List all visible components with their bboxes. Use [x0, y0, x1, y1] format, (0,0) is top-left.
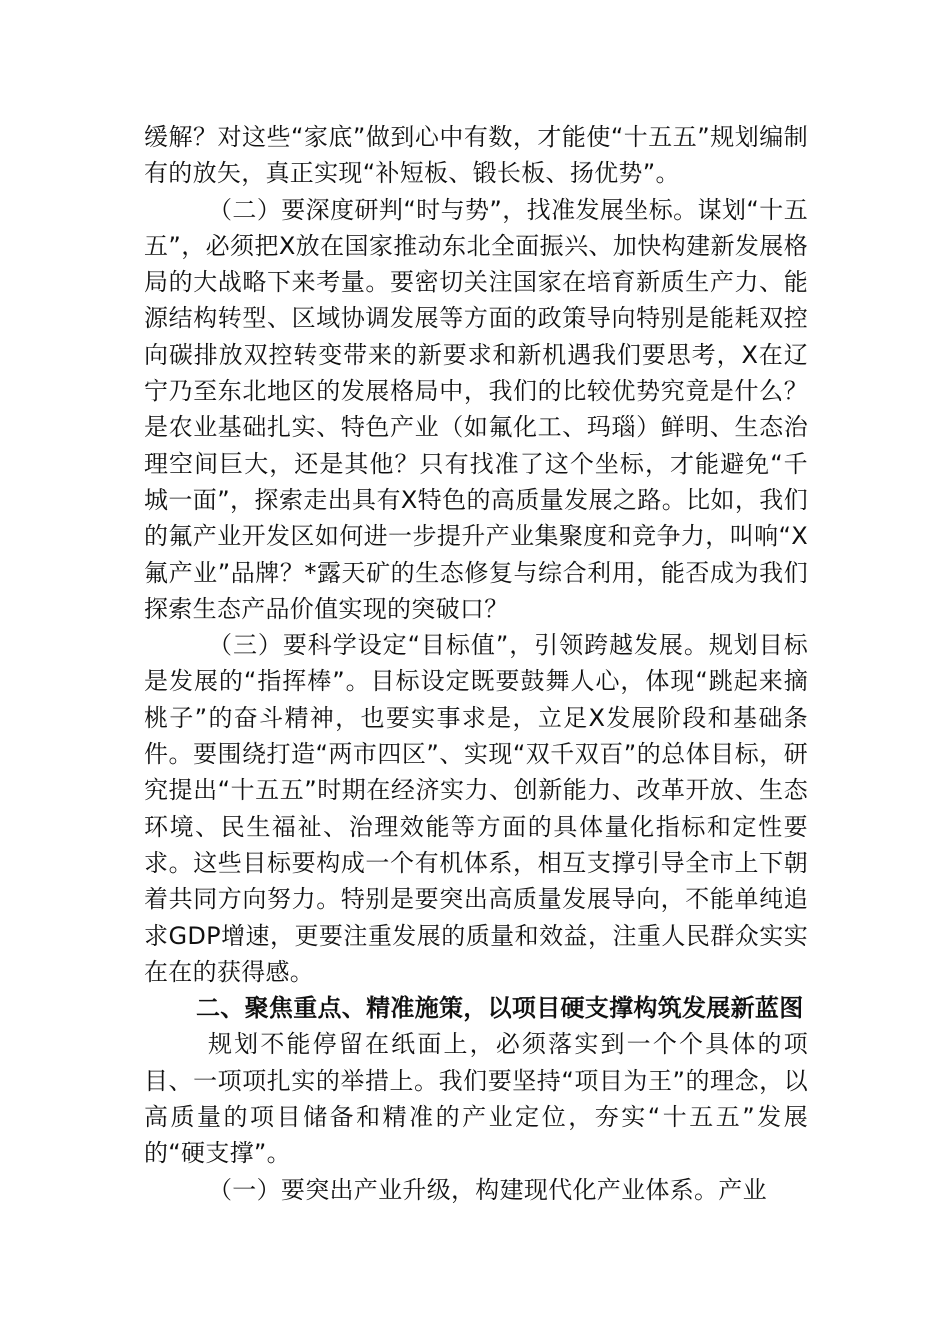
- document-page: [144, 119, 808, 1208]
- paragraph-industry-upgrade: （一）要突出产业升级，构建现代化产业体系。产业: [208, 1175, 767, 1204]
- paragraph-family-assets: 缓解？对这些“家底”做到心中有数，才能使“十五五”规划编制有的放矢，真正实现“补短板、锻长板、扬优势”。: [144, 123, 808, 188]
- paragraph-time-and-trend: （二）要深度研判“时与势”，找准发展坐标。谋划“十五五”，必须把X放在国家推动东北全面振兴、加快构建新发展格局的大战略下来考量。要密切关注国家在培育新质生产力、能源结构转型、区域协调发展等方面的政策导向特别是能耗双控向碳排放双控转变带来的新要求和新机遇我们要思考，X在辽宁乃至东北地区的发展格局中，我们的比较优势究竟是什么？是农业基础扎实、特色产业（如氟化工、玛瑙）鲜明、生态治理空间巨大，还是其他？只有找准了这个坐标，才能避免“千城一面”，探索走出具有X特色的高质量发展之路。比如，我们的氟产业开发区如何进一步提升产业集聚度和竞争力，叫响“X氟产业”品牌？*露天矿的生态修复与综合利用，能否成为我们探索生态产品价值实现的突破口？: [144, 195, 808, 623]
- section-heading-2: 二、聚焦重点、精准施策，以项目硬支撑构筑发展新蓝图: [196, 994, 804, 1023]
- paragraph-projects-intro: 规划不能停留在纸面上，必须落实到一个个具体的项目、一项项扎实的举措上。我们要坚持“项目为王”的理念，以高质量的项目储备和精准的产业定位，夯实“十五五”发展的“硬支撑”。: [144, 1030, 808, 1168]
- paragraph-target-value: （三）要科学设定“目标值”，引领跨越发展。规划目标是发展的“指挥棒”。目标设定既要鼓舞人心，体现“跳起来摘桃子”的奋斗精神，也要实事求是，立足X发展阶段和基础条件。要围绕打造“两市四区”、实现“双千双百”的总体目标，研究提出“十五五”时期在经济实力、创新能力、改革开放、生态环境、民生福祉、治理效能等方面的具体量化指标和定性要求。这些目标要构成一个有机体系，相互支撑引导全市上下朝着共同方向努力。特别是要突出高质量发展导向，不能单纯追求GDP增速，更要注重发展的质量和效益，注重人民群众实实在在的获得感。: [144, 631, 808, 986]
